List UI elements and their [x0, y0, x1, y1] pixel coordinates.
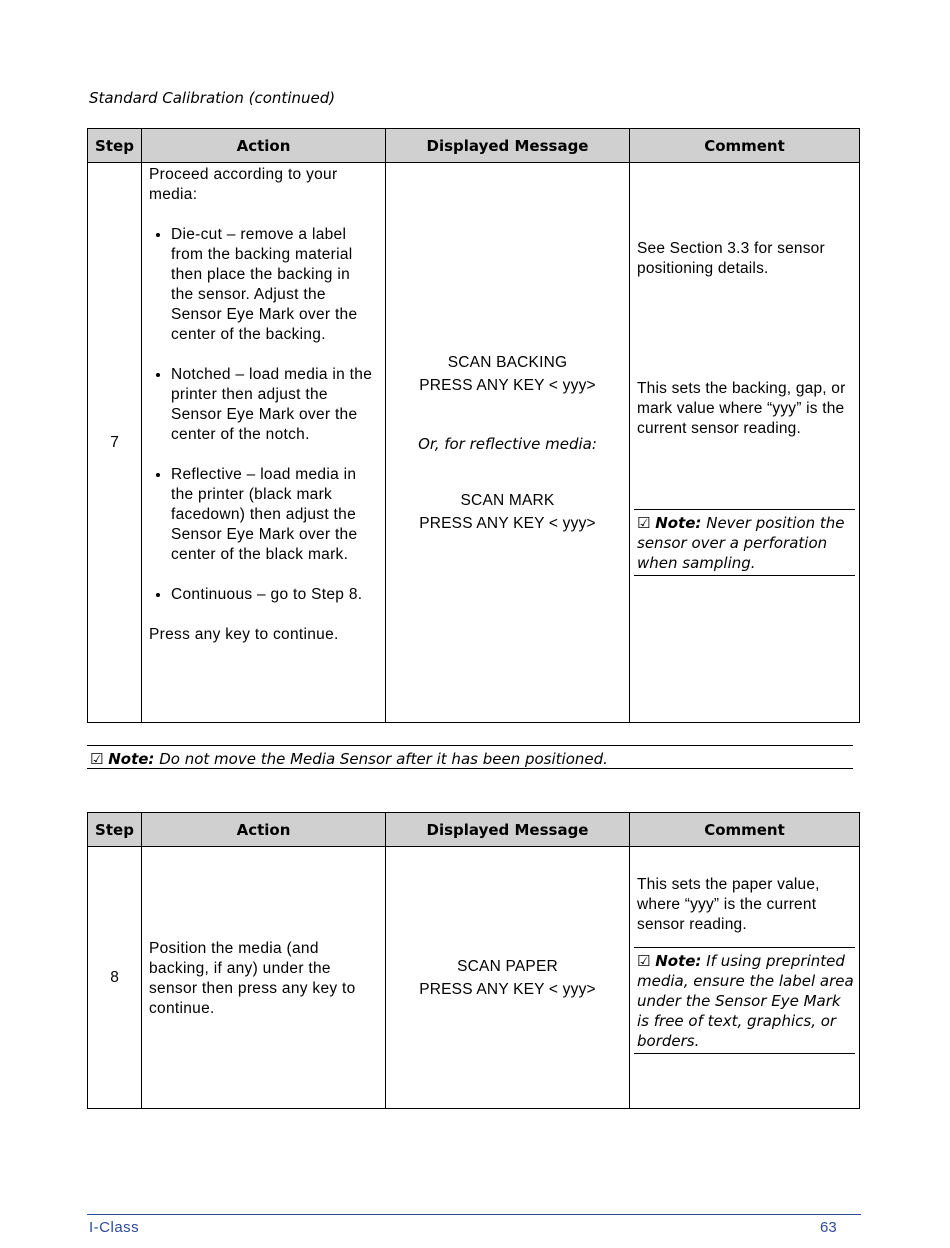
header-message: Displayed Message: [386, 813, 630, 847]
message-cell: [386, 163, 630, 723]
action-cell: [142, 163, 386, 723]
header-action: Action: [142, 813, 386, 847]
message-line: PRESS ANY KEY < yyy>: [419, 514, 596, 532]
list-item: • Continuous – go to Step 8.: [171, 585, 377, 605]
page-note: [87, 745, 853, 769]
comment-text: See Section 3.3 for sensor positioning details.: [637, 240, 825, 277]
footer-product-name: I-Class: [89, 1219, 140, 1236]
footer-page-number: 63: [820, 1219, 837, 1236]
media-options-list: [149, 225, 377, 605]
calibration-table-step-7: [87, 128, 860, 723]
note-label: Note:: [655, 514, 702, 532]
note-text: If using preprinted media, ensure the label area under the Sensor Eye Mark is free of text, graphics, or borders.: [637, 952, 854, 1050]
list-item: • Notched – load media in the printer then adjust the Sensor Eye Mark over the center of the notch.: [171, 365, 377, 445]
header-step: Step: [88, 813, 142, 847]
comment-text: This sets the paper value, where “yyy” is the current sensor reading.: [637, 876, 820, 933]
comment-cell: [630, 847, 860, 1109]
header-step: Step: [88, 129, 142, 163]
message-line: SCAN PAPER: [457, 957, 558, 975]
action-text: Position the media (and backing, if any) under the sensor then press any key to continue.: [149, 939, 356, 1017]
step-number: 7: [88, 163, 142, 723]
list-item: • Reflective – load media in the printer (black mark facedown) then adjust the Sensor Eye Mark over the center of the black mark.: [171, 465, 377, 565]
comment-note: [634, 509, 855, 576]
comment-note: [634, 947, 855, 1054]
comment-cell: [630, 163, 860, 723]
note-label: Note:: [655, 952, 702, 970]
note-label: Note:: [108, 750, 155, 768]
header-comment: Comment: [630, 129, 860, 163]
message-line: SCAN MARK: [460, 491, 555, 509]
header-action: Action: [142, 129, 386, 163]
checkbox-icon: ☑: [637, 514, 651, 532]
calibration-table-step-8: [87, 812, 860, 1109]
message-cell: [386, 847, 630, 1109]
note-text: Never position the sensor over a perforation when sampling.: [637, 514, 845, 572]
action-intro: Proceed according to your media:: [149, 166, 338, 203]
comment-text: This sets the backing, gap, or mark value where “yyy” is the current sensor reading.: [637, 380, 846, 437]
table-caption: Standard Calibration (continued): [89, 89, 336, 107]
message-line: PRESS ANY KEY < yyy>: [419, 980, 596, 998]
note-text: Do not move the Media Sensor after it has been positioned.: [159, 750, 608, 768]
header-message: Displayed Message: [386, 129, 630, 163]
action-cell: [142, 847, 386, 1109]
list-item: • Die-cut – remove a label from the backing material then place the backing in the sensor. Adjust the Sensor Eye Mark over the center of the backing.: [171, 225, 377, 345]
message-line: PRESS ANY KEY < yyy>: [419, 376, 596, 394]
header-comment: Comment: [630, 813, 860, 847]
step-number: 8: [88, 847, 142, 1109]
checkbox-icon: ☑: [90, 750, 104, 768]
footer-rule: [87, 1214, 861, 1215]
action-outro: Press any key to continue.: [149, 626, 339, 643]
checkbox-icon: ☑: [637, 952, 651, 970]
message-line: SCAN BACKING: [447, 353, 568, 371]
message-alternative-label: Or, for reflective media:: [418, 434, 597, 453]
